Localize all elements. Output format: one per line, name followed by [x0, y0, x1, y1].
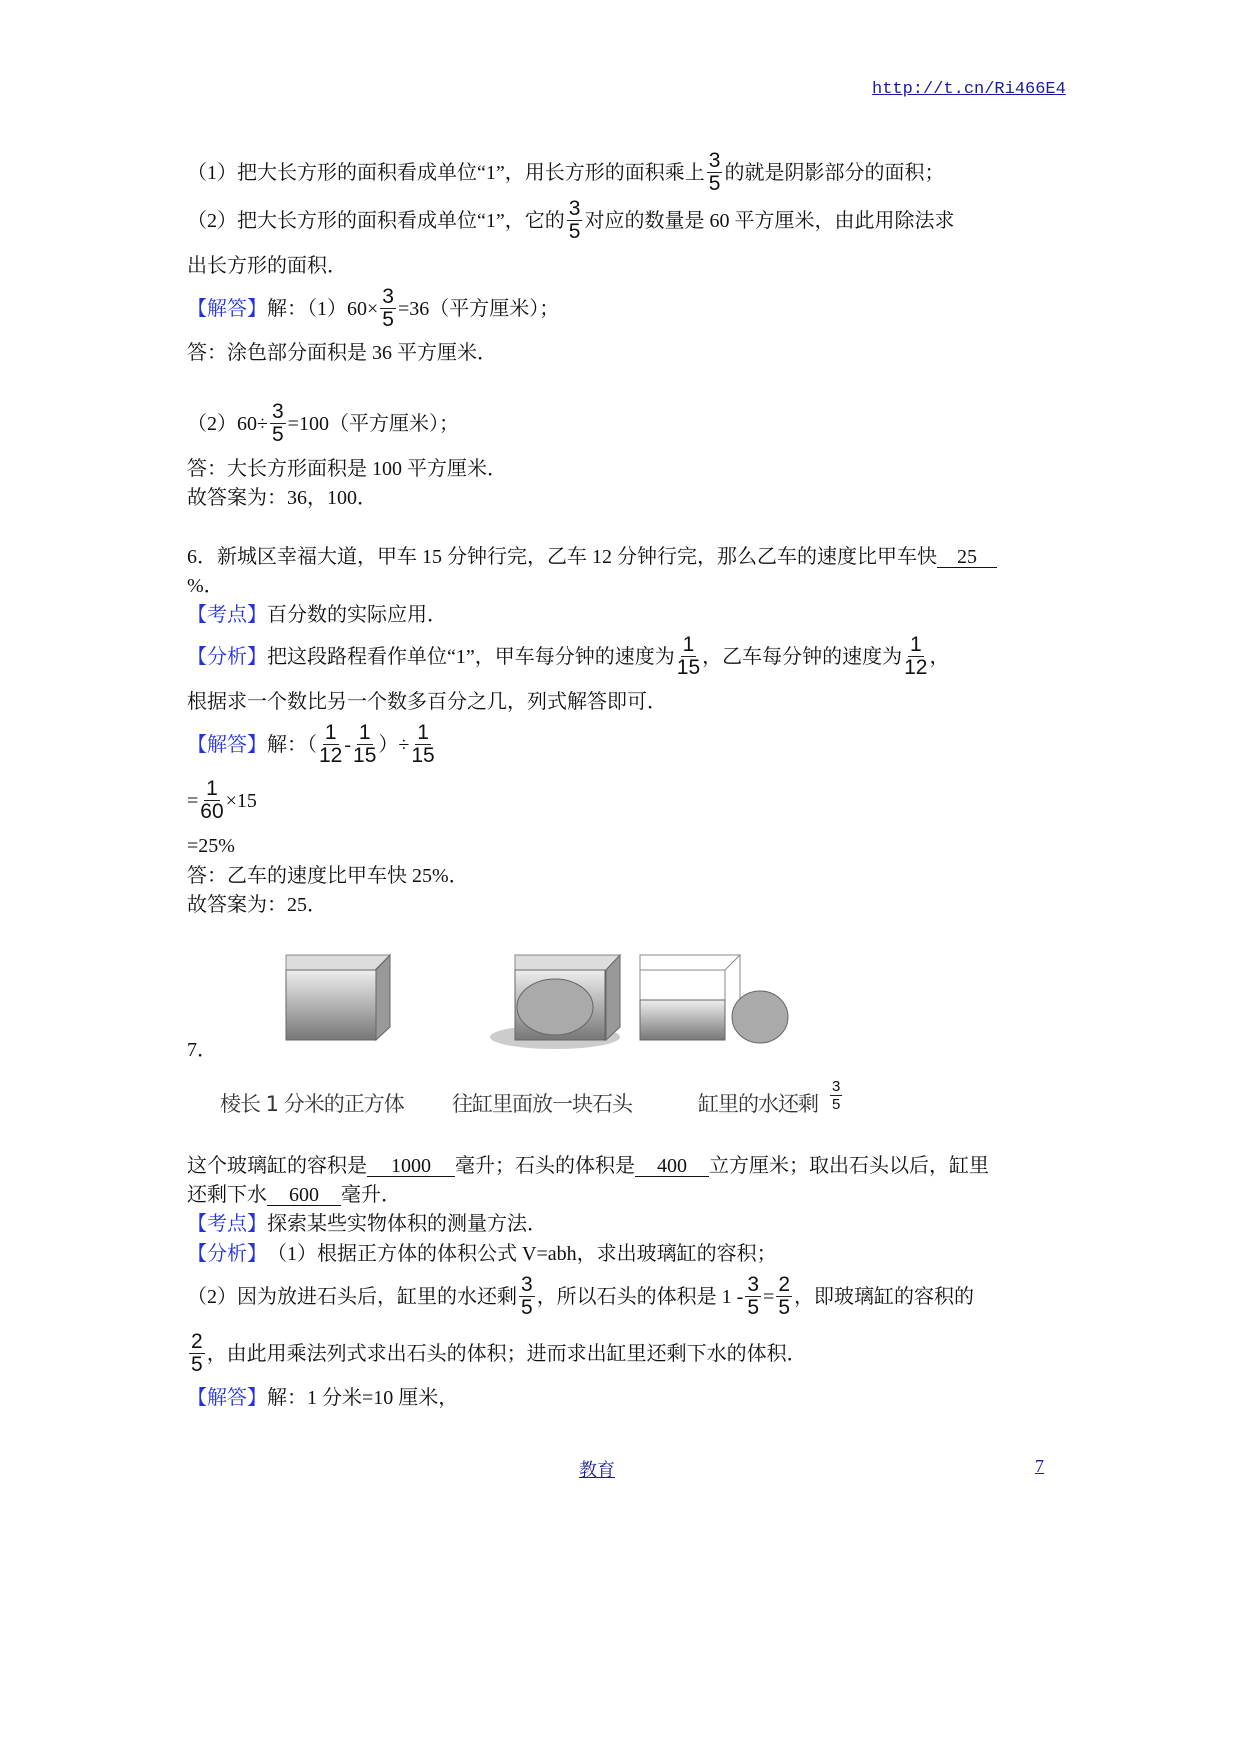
caption-fraction: [830, 1078, 842, 1113]
text: （2）因为放进石头后，缸里的水还剩: [187, 1285, 517, 1308]
text: 7．: [187, 1039, 217, 1061]
text: =: [763, 1285, 775, 1308]
text: （1）把大长方形的面积看成单位“1”，用长方形的面积乘上: [187, 161, 705, 184]
caption-remaining: 缸里的水还剩: [698, 1092, 818, 1116]
text: 的就是阴影部分的面积；: [724, 161, 945, 184]
line: [187, 864, 469, 888]
cube-full-water-icon: [286, 955, 390, 1040]
answer-blank: 25: [937, 547, 997, 568]
denominator: 60: [200, 800, 224, 823]
numerator: 3: [747, 1273, 760, 1296]
text: ）÷: [378, 733, 410, 756]
text: ×15: [225, 789, 257, 812]
denominator: 5: [832, 1096, 841, 1113]
denominator: 12: [904, 656, 928, 679]
text: 6．新城区幸福大道，甲车 15 分钟行完，乙车 12 分钟行完，那么乙车的速度比甲车快: [187, 546, 937, 568]
answer-label: 【解答】: [187, 733, 267, 756]
line: [187, 401, 459, 446]
denominator: 5: [191, 1353, 203, 1376]
fraction: [270, 401, 286, 446]
numerator: 1: [358, 721, 371, 744]
denominator: 15: [353, 744, 377, 767]
numerator: 1: [417, 721, 429, 744]
fraction: [519, 1274, 535, 1319]
answer-blank: 1000: [367, 1156, 455, 1177]
line: [187, 1386, 458, 1410]
text: ，即玻璃缸的容积的: [794, 1285, 975, 1308]
line: [187, 634, 949, 679]
fraction: [745, 1274, 761, 1319]
line: [187, 1183, 401, 1207]
line: [187, 778, 257, 823]
line: [187, 254, 347, 278]
denominator: 15: [676, 656, 701, 679]
numerator: 3: [382, 285, 394, 308]
text: 毫升；石头的体积是: [455, 1155, 635, 1177]
fraction: [200, 778, 223, 823]
question-6-stem: [187, 545, 997, 569]
kaodian-label: 【考点】: [187, 1213, 267, 1235]
fraction: [353, 722, 376, 767]
line: [187, 1331, 807, 1376]
numerator: 2: [778, 1273, 791, 1296]
line: [187, 574, 224, 598]
text: （2）把大长方形的面积看成单位“1”，它的: [187, 209, 565, 232]
text: =25%: [187, 835, 235, 857]
line: [187, 690, 667, 714]
fraction: [677, 634, 700, 679]
line: [187, 457, 507, 481]
line: [187, 150, 944, 195]
text: 根据求一个数比另一个数多百分之几，列式解答即可．: [187, 691, 667, 713]
denominator: 5: [382, 308, 394, 331]
numerator: 3: [708, 149, 721, 172]
text: -: [344, 733, 352, 756]
text: ，乙车每分钟的速度为: [702, 645, 903, 668]
text: =: [187, 789, 199, 812]
answer-label: 【解答】: [187, 297, 267, 320]
line: [187, 1274, 974, 1319]
denominator: 5: [778, 1296, 791, 1319]
page-number[interactable]: 7: [1035, 1456, 1044, 1476]
answer-blank: 600: [267, 1185, 341, 1206]
text: （1）根据正方体的体积公式 V=abh，求出玻璃缸的容积；: [267, 1243, 777, 1265]
cube-with-stone-icon: [490, 955, 620, 1049]
text: （2）60÷: [187, 412, 268, 435]
text: 解：（1）60×: [267, 297, 379, 320]
denominator: 5: [521, 1296, 533, 1319]
text: 对应的数量是 60 平方厘米，由此用除法求: [584, 209, 955, 232]
text: 还剩下水: [187, 1184, 267, 1206]
analysis-label: 【分析】: [187, 645, 267, 668]
fraction: [380, 286, 396, 331]
text: ，所以石头的体积是 1 -: [536, 1285, 744, 1308]
text: 探索某些实物体积的测量方法．: [267, 1213, 547, 1235]
denominator: 5: [708, 172, 721, 195]
numerator: 1: [682, 633, 695, 656]
denominator: 12: [319, 744, 343, 767]
question-7-number: [187, 1038, 217, 1062]
denominator: 5: [271, 423, 284, 446]
text: 毫升．: [341, 1184, 401, 1206]
text: ，: [929, 645, 950, 668]
line: [187, 286, 559, 331]
footer-link[interactable]: 教育: [579, 1460, 615, 1480]
line: [187, 341, 497, 365]
text: 故答案为：36，100．: [187, 487, 377, 509]
text: 解：1 分米=10 厘米，: [267, 1387, 459, 1409]
line: [187, 834, 235, 858]
line: [187, 486, 377, 510]
text: 故答案为：25．: [187, 894, 327, 916]
numerator: 3: [568, 197, 581, 220]
text: %．: [187, 575, 224, 597]
text: 出长方形的面积．: [187, 255, 347, 277]
text: ，由此用乘法列式求出石头的体积；进而求出缸里还剩下水的体积．: [206, 1342, 807, 1365]
denominator: 5: [747, 1296, 760, 1319]
fraction: [776, 1274, 792, 1319]
analysis-label: 【分析】: [187, 1243, 267, 1265]
numerator: 1: [909, 633, 922, 656]
text: 这个玻璃缸的容积是: [187, 1155, 367, 1177]
line: [187, 198, 954, 243]
fraction: [707, 150, 723, 195]
denominator: 15: [411, 744, 435, 767]
answer-label: 【解答】: [187, 1387, 267, 1409]
caption-cube: 棱长 1 分米的正方体: [220, 1092, 404, 1116]
text: 答：大长方形面积是 100 平方厘米．: [187, 458, 507, 480]
text: =100（平方厘米）；: [287, 412, 459, 435]
text: 答：乙车的速度比甲车快 25%．: [187, 865, 469, 887]
line: [187, 1242, 777, 1266]
fraction: [411, 722, 434, 767]
fraction: [904, 634, 927, 679]
numerator: 1: [206, 777, 218, 800]
text: 解：（: [267, 733, 317, 756]
numerator: 3: [521, 1273, 533, 1296]
question-7-stem: [187, 1154, 989, 1178]
numerator: 3: [832, 1078, 841, 1095]
numerator: 3: [271, 400, 284, 423]
line: [187, 893, 327, 917]
text: =36（平方厘米）；: [397, 297, 560, 320]
text: 答：涂色部分面积是 36 平方厘米．: [187, 342, 497, 364]
line: [187, 603, 447, 627]
kaodian-label: 【考点】: [187, 604, 267, 626]
line: [187, 722, 437, 767]
numerator: 1: [324, 721, 337, 744]
answer-blank: 400: [635, 1156, 709, 1177]
text: 百分数的实际应用．: [267, 604, 447, 626]
text: 立方厘米；取出石头以后，缸里: [709, 1155, 989, 1177]
denominator: 5: [568, 220, 581, 243]
fraction: [567, 198, 583, 243]
numerator: 2: [191, 1330, 203, 1353]
cube-remaining-water-icon: [640, 955, 788, 1043]
fraction: [189, 1331, 205, 1376]
fraction: [319, 722, 342, 767]
caption-stone: 往缸里面放一块石头: [452, 1092, 632, 1116]
text: 把这段路程看作单位“1”，甲车每分钟的速度为: [267, 645, 675, 668]
line: [187, 1212, 547, 1236]
header-url-link[interactable]: http://t.cn/Ri466E4: [872, 80, 1066, 99]
